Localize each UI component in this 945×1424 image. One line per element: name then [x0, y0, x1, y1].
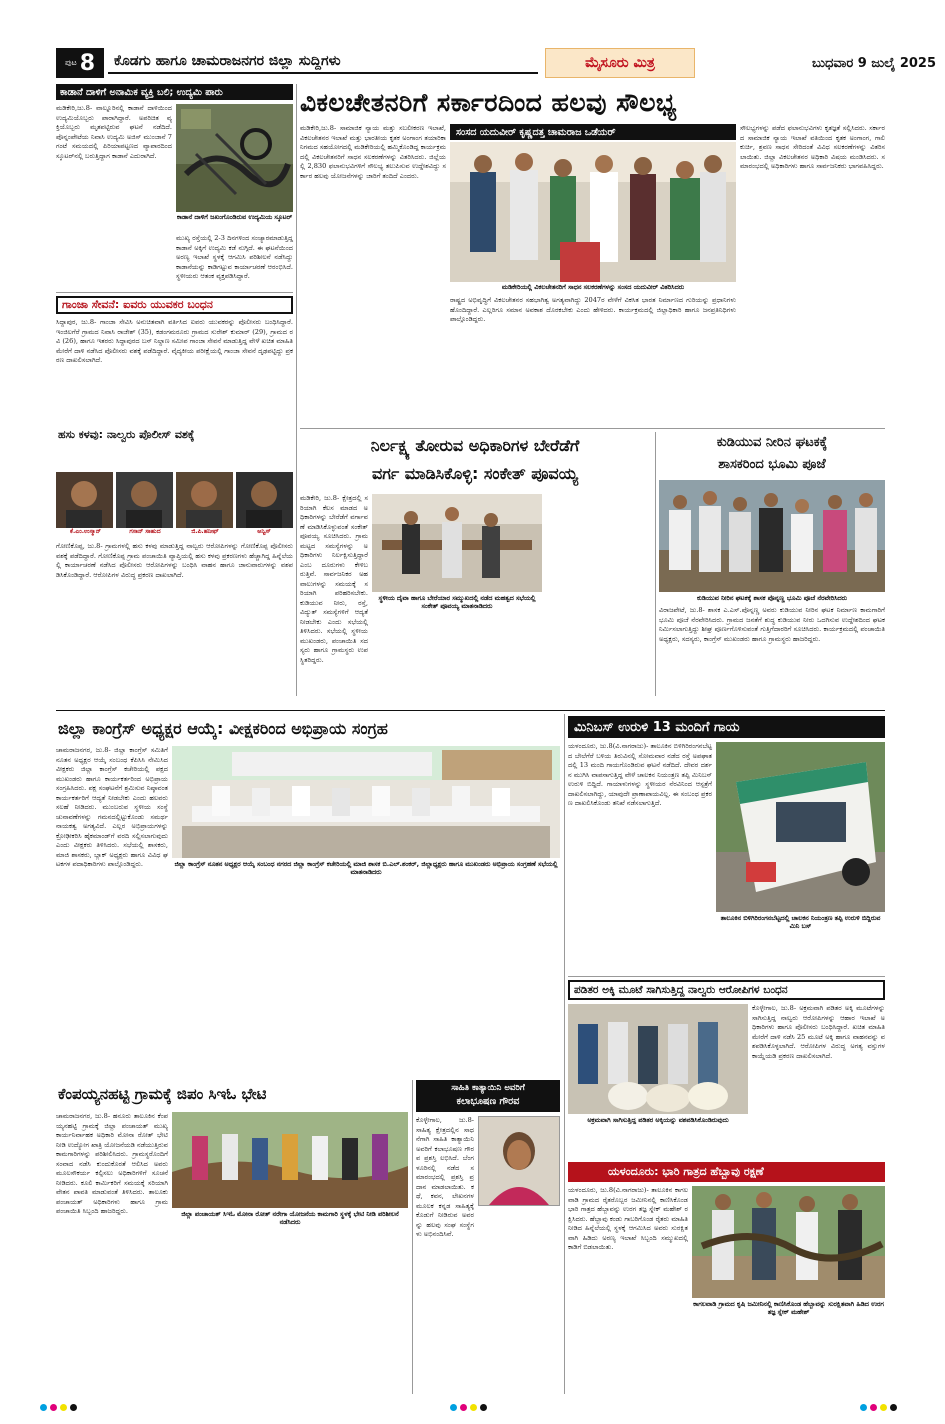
- congress-body: ಚಾಮರಾಜನಗರ, ಜು.8- ಜಿಲ್ಲಾ ಕಾಂಗ್ರೆಸ್ ಸಮಿತಿಗೆ ನೂತನ ಅಧ್ಯಕ್ಷರ ಆಯ್ಕೆ ಸಂಬಂಧ ಕೆಪಿಸಿಸಿ ನೇಮಿಸಿದ ವೀಕ್ಷಕರು ಜಿಲ್ಲಾ ಕಾಂಗ್ರೆಸ್ ಕಚೇರಿಯಲ್ಲಿ ಪಕ್ಷದ ಮುಖಂಡರು ಹಾಗೂ ಕಾರ್ಯಕರ್ತರಿಂದ ಅಭಿಪ್ರಾಯ ಸಂಗ್ರಹಿಸಿದರು. ಪಕ್ಷ ಸಂಘಟನೆಗೆ ಶ್ರಮಿಸುವ ನಿಷ್ಠಾವಂತ ಕಾರ್ಯಕರ್ತರಿಗೆ ಆದ್ಯತೆ ನೀಡಬೇಕು ಎಂದು ಹಲವರು ಸಲಹೆ ನೀಡಿದರು. ಮುಂಬರುವ ಸ್ಥಳೀಯ ಸಂಸ್ಥೆ ಚುನಾವಣೆಗಳನ್ನು ಗಮನದಲ್ಲಿಟ್ಟುಕೊಂಡು ಸಮರ್ಥ ನಾಯಕತ್ವ ಅಗತ್ಯವಿದೆ. ಎಲ್ಲರ ಅಭಿಪ್ರಾಯಗಳನ್ನು ಕ್ರೋಢೀಕರಿಸಿ ಹೈಕಮಾಂಡ್‌ಗೆ ವರದಿ ಸಲ್ಲಿಸಲಾಗುವುದು ಎಂದು ವೀಕ್ಷಕರು ತಿಳಿಸಿದರು. ಸಭೆಯಲ್ಲಿ ಶಾಸಕರು, ಮಾಜಿ ಶಾಸಕರು, ಬ್ಲಾಕ್ ಅಧ್ಯಕ್ಷರು ಹಾಗೂ ವಿವಿಧ ಘಟಕಗಳ ಪದಾಧಿಕಾರಿಗಳು ಪಾಲ್ಗೊಂಡಿದ್ದರು.: [56, 746, 168, 868]
- award-body: ಕೊಳ್ಳೇಗಾಲ, ಜು.8- ಸಾಹಿತ್ಯ ಕ್ಷೇತ್ರದಲ್ಲಿನ ಸಾಧನೆಗಾಗಿ ಸಾಹಿತಿ ಕಾತ್ಯಾಯಿನಿ ಅವರಿಗೆ ಕಲಾಭೂಷಣ ಗೌರವ ಪ್ರಶಸ್ತಿ ಲಭಿಸಿದೆ. ಬೆಂಗಳೂರಿನಲ್ಲಿ ನಡೆದ ಸಮಾರಂಭದಲ್ಲಿ ಪ್ರಶಸ್ತಿ ಪ್ರದಾನ ಮಾಡಲಾಯಿತು. ಕಥೆ, ಕವನ, ಲೇಖನಗಳ ಮೂಲಕ ಕನ್ನಡ ಸಾಹಿತ್ಯಕ್ಕೆ ಕೊಡುಗೆ ನೀಡಿರುವ ಅವರನ್ನು ಹಲವು ಸಂಘ ಸಂಸ್ಥೆಗಳು ಅಭಿನಂದಿಸಿವೆ.: [416, 1116, 474, 1238]
- rice-caption: ಅಕ್ರಮವಾಗಿ ಸಾಗಿಸುತ್ತಿದ್ದ ಪಡಿತರ ಅಕ್ಕಿಯನ್ನು ವಶಪಡಿಸಿಕೊಂಡಿರುವುದು: [587, 1116, 729, 1124]
- award-headline-line1: ಸಾಹಿತಿ ಕಾತ್ಯಾಯಿನಿ ಅವರಿಗೆ: [451, 1083, 525, 1093]
- registration-marks-right: [860, 1404, 897, 1412]
- congress-headline: ಜಿಲ್ಲಾ ಕಾಂಗ್ರೆಸ್ ಅಧ್ಯಕ್ಷರ ಆಯ್ಕೆ: ವೀಕ್ಷಕರಿಂದ ಅಭಿಪ್ರಾಯ ಸಂಗ್ರಹ: [58, 719, 388, 738]
- python-body: ಯಳಂದೂರು, ಜು.8(ವಿ.ನಾಗರಾಜು)- ತಾಲೂಕಿನ ಕಾಗಲವಾಡಿ ಗ್ರಾಮದ ರೈತರೊಬ್ಬರ ಜಮೀನಿನಲ್ಲಿ ಕಾಣಿಸಿಕೊಂಡ ಭಾರಿ ಗಾತ್ರದ ಹೆಬ್ಬಾವನ್ನು ಉರಗ ತಜ್ಞ ಸ್ನೇಕ್ ಮಹೇಶ್ ರಕ್ಷಿಸಿದರು. ಹೆಬ್ಬಾವು ಕಂಡು ಗಾಬರಿಗೊಂಡ ರೈತರು ಮಾಹಿತಿ ನೀಡಿದ ಹಿನ್ನೆಲೆಯಲ್ಲಿ ಸ್ಥಳಕ್ಕೆ ಆಗಮಿಸಿದ ಅವರು ಸುರಕ್ಷಿತವಾಗಿ ಹಿಡಿದು ಅರಣ್ಯ ಇಲಾಖೆ ಸಿಬ್ಬಂದಿ ಸಮ್ಮುಖದಲ್ಲಿ ಕಾಡಿಗೆ ಬಿಡಲಾಯಿತು.: [568, 1186, 688, 1251]
- award-headline: [416, 1080, 560, 1112]
- publication-date: ಬುಧವಾರ 9 ಜುಲೈ 2025: [812, 55, 936, 71]
- accused-name-3: ಜಿ.ಪಿ.ಹನೀಫ್: [191, 528, 219, 535]
- water-headline-line2: ಶಾಸಕರಿಂದ ಭೂಮಿ ಪೂಜೆ: [718, 457, 826, 472]
- water-bhoomi-pooja-photo: [659, 480, 885, 592]
- elephant-body-top: ಮಡಿಕೇರಿ,ಜು.8- ವಾಲ್ನೂರಿನಲ್ಲಿ ಕಾಡಾನೆ ದಾಳಿಯಿಂದ ಉದ್ಯಮಿಯೊಬ್ಬರು ಪಾರಾಗಿದ್ದಾರೆ. ಅಪರಿಚಿತ ವ್ಯಕ್ತಿಯೊಬ್ಬರು ಮೃತಪಟ್ಟಿರುವ ಘಟನೆ ನಡೆದಿದೆ. ಪೊನ್ನಂಪೇಟೆಯ ನಿವಾಸಿ ಉದ್ಯಮಿ ಅಜಿಸ್ ಮುಂಜಾನೆ 7 ಗಂಟೆ ಸಮಯದಲ್ಲಿ ಪಿರಿಯಾಪಟ್ಟಣದ ವ್ಯಾಪಾರದಿಂದ ಸ್ಕೂಟರ್‌ನಲ್ಲಿ ಬರುತ್ತಿದ್ದಾಗ ಕಾಡಾನೆ ಎದುರಾಗಿದೆ.: [56, 104, 172, 160]
- negligence-headline: [300, 432, 650, 490]
- kempayyana-headline: ಕೆಂಪಯ್ಯನಹಟ್ಟಿ ಗ್ರಾಮಕ್ಕೆ ಜಿಪಂ ಸಿಇಓ ಭೇಟಿ: [58, 1085, 267, 1103]
- negligence-photo: [372, 494, 542, 592]
- elephant-scooter-photo: [176, 104, 293, 212]
- award-headline-line2: ಕಲಾಭೂಷಣ ಗೌರವ: [456, 1096, 520, 1107]
- newspaper-logo: ಮೈಸೂರು ಮಿತ್ರ: [545, 48, 695, 78]
- minibus-caption: ತಾಲೂಕಿನ ಬಿಳಿಗಿರಿರಂಗನಬೆಟ್ಟದಲ್ಲಿ ಚಾಲಕನ ನಿಯಂತ್ರಣ ತಪ್ಪಿ ಉರುಳಿ ಬಿದ್ದಿರುವ ಮಿನಿ ಬಸ್: [720, 914, 881, 930]
- lead-caption: ಮಡಿಕೇರಿಯಲ್ಲಿ ವಿಕಲಚೇತನರಿಗೆ ಸಾಧನ ಸಲಕರಣೆಗಳನ್ನು ಸಂಸದ ಯದುವೀರ್ ವಿತರಿಸಿದರು: [501, 283, 685, 291]
- kempayyana-site-photo: [172, 1112, 408, 1208]
- registration-marks-left: [40, 1404, 77, 1412]
- accused-name-4: ಅನ್ವಿಸ್: [257, 528, 271, 535]
- negligence-body: ಮಡಿಕೇರಿ, ಜು.8- ಕ್ಷೇತ್ರದಲ್ಲಿ ಸರಿಯಾಗಿ ಕೆಲಸ ಮಾಡದ ಅಧಿಕಾರಿಗಳನ್ನು ಬೇರೆಡೆಗೆ ವರ್ಗಾವಣೆ ಮಾಡಿಸಿಕೊಳ್ಳುವಂತೆ ಸಂಕೇತ್ ಪೂವಯ್ಯ ಸೂಚಿಸಿದರು. ಗ್ರಾಮ ಮಟ್ಟದ ಸಮಸ್ಯೆಗಳನ್ನು ಅಧಿಕಾರಿಗಳು ನಿರ್ಲಕ್ಷಿಸುತ್ತಿದ್ದಾರೆ ಎಂಬ ದೂರುಗಳು ಕೇಳಿಬರುತ್ತಿವೆ. ಸಾರ್ವಜನಿಕರ ಅಹವಾಲುಗಳನ್ನು ಸಮಯಕ್ಕೆ ಸರಿಯಾಗಿ ಪರಿಹರಿಸಬೇಕು. ಕುಡಿಯುವ ನೀರು, ರಸ್ತೆ, ವಿದ್ಯುತ್ ಸಮಸ್ಯೆಗಳಿಗೆ ಆದ್ಯತೆ ನೀಡಬೇಕು ಎಂದು ಸಭೆಯಲ್ಲಿ ತಿಳಿಸಿದರು. ಸಭೆಯಲ್ಲಿ ಸ್ಥಳೀಯ ಮುಖಂಡರು, ಪಂಚಾಯಿತಿ ಸದಸ್ಯರು ಹಾಗೂ ಗ್ರಾಮಸ್ಥರು ಉಪಸ್ಥಿತರಿದ್ದರು.: [300, 494, 368, 664]
- minibus-body: ಯಳಂದೂರು, ಜು.8(ವಿ.ನಾಗರಾಜು)- ತಾಲೂಕಿನ ಬಿಳಿಗಿರಿರಂಗನಬೆಟ್ಟದ ಬೇಲೆಗೆರೆ ಬಳಿಯ ತಿರುವಿನಲ್ಲಿ ಸೋಮವಾರ ನಡೆದ ರಸ್ತೆ ಅಪಘಾತದಲ್ಲಿ 13 ಮಂದಿ ಗಾಯಗೊಂಡಿರುವ ಘಟನೆ ನಡೆದಿದೆ. ದೇವರ ದರ್ಶನ ಮುಗಿಸಿ ವಾಪಸಾಗುತ್ತಿದ್ದ ವೇಳೆ ಚಾಲಕನ ನಿಯಂತ್ರಣ ತಪ್ಪಿ ಮಿನಿಬಸ್ ಉರುಳಿ ಬಿದ್ದಿದೆ. ಗಾಯಾಳುಗಳನ್ನು ಸ್ಥಳೀಯರ ನೆರವಿನಿಂದ ಆಸ್ಪತ್ರೆಗೆ ದಾಖಲಿಸಲಾಗಿದ್ದು, ಯಾವುದೇ ಪ್ರಾಣಾಪಾಯವಿಲ್ಲ. ಈ ಸಂಬಂಧ ಪ್ರಕರಣ ದಾಖಲಿಸಿಕೊಂಡು ತನಿಖೆ ನಡೆಸಲಾಗುತ್ತಿದೆ.: [568, 742, 712, 807]
- rice-seizure-photo: [568, 1004, 748, 1114]
- negligence-headline-line1: ನಿರ್ಲಕ್ಷ್ಯ ತೋರುವ ಅಧಿಕಾರಿಗಳ ಬೇರೆಡೆಗೆ: [370, 436, 580, 455]
- page-number: 8: [79, 50, 96, 76]
- lead-body-center: ರಾಷ್ಟ್ರದ ಅಭಿವೃದ್ಧಿಗೆ ವಿಕಲಚೇತನರ ಸಹಭಾಗಿತ್ವ ಅಗತ್ಯವಾಗಿದ್ದು 2047ರ ವೇಳೆಗೆ ವಿಕಸಿತ ಭಾರತ ನಿರ್ಮಾಣದ ಗುರಿಯನ್ನು ಪ್ರಧಾನಿಗಳು ಹೊಂದಿದ್ದಾರೆ. ಎಲ್ಲರಿಗೂ ಸಮಾನ ಅವಕಾಶ ದೊರಕಬೇಕು ಎಂದು ಹೇಳಿದರು. ಕಾರ್ಯಕ್ರಮದಲ್ಲಿ ಜಿಲ್ಲಾಧಿಕಾರಿ ಹಾಗೂ ಜನಪ್ರತಿನಿಧಿಗಳು ಪಾಲ್ಗೊಂಡಿದ್ದರು.: [450, 296, 736, 323]
- congress-caption: ಜಿಲ್ಲಾ ಕಾಂಗ್ರೆಸ್ ನೂತನ ಅಧ್ಯಕ್ಷರ ಆಯ್ಕೆ ಸಂಬಂಧ ನಗರದ ಜಿಲ್ಲಾ ಕಾಂಗ್ರೆಸ್ ಕಚೇರಿಯಲ್ಲಿ ಮಾಜಿ ಶಾಸಕ ಬಿ.ಎಲ್.ಶಂಕರ್, ಜಿಲ್ಲಾಧ್ಯಕ್ಷರು ಹಾಗೂ ಮುಖಂಡರು ಅಭಿಪ್ರಾಯ ಸಂಗ್ರಹಣೆ ಸಭೆಯಲ್ಲಿ ಮಾತನಾಡಿದರು: [174, 860, 558, 876]
- kempayyana-body: ಚಾಮರಾಜನಗರ, ಜು.8- ಹನೂರು ತಾಲೂಕಿನ ಕೆಂಪಯ್ಯನಹಟ್ಟಿ ಗ್ರಾಮಕ್ಕೆ ಜಿಲ್ಲಾ ಪಂಚಾಯತ್ ಮುಖ್ಯ ಕಾರ್ಯನಿರ್ವಾಹಕ ಅಧಿಕಾರಿ ಮೋನಾ ರೋತ್ ಭೇಟಿ ನೀಡಿ ಉದ್ಯೋಗ ಖಾತ್ರಿ ಯೋಜನೆಯಡಿ ನಡೆಯುತ್ತಿರುವ ಕಾಮಗಾರಿಗಳನ್ನು ಪರಿಶೀಲಿಸಿದರು. ಗ್ರಾಮಸ್ಥರೊಂದಿಗೆ ಸಂವಾದ ನಡೆಸಿ ಕುಂದುಕೊರತೆ ಆಲಿಸಿದ ಅವರು ಮೂಲಸೌಕರ್ಯ ಕಲ್ಪಿಸಲು ಅಧಿಕಾರಿಗಳಿಗೆ ಸೂಚನೆ ನೀಡಿದರು. ಕೂಲಿ ಕಾರ್ಮಿಕರಿಗೆ ಸಮಯಕ್ಕೆ ಸರಿಯಾಗಿ ವೇತನ ಪಾವತಿ ಮಾಡುವಂತೆ ತಿಳಿಸಿದರು. ತಾಲೂಕು ಪಂಚಾಯತ್ ಅಧಿಕಾರಿಗಳು ಹಾಗೂ ಗ್ರಾಮ ಪಂಚಾಯಿತಿ ಸಿಬ್ಬಂದಿ ಹಾಜರಿದ್ದರು.: [56, 1112, 168, 1215]
- accused-name-2: ಗಸಾನ್ ಸಾಹುದ: [129, 528, 161, 535]
- cattle-headline: ಹಸು ಕಳವು: ನಾಲ್ವರು ಪೊಲೀಸ್ ವಶಕ್ಕೆ: [58, 428, 195, 441]
- python-rescue-photo: [692, 1186, 885, 1298]
- elephant-caption: ಕಾಡಾನೆ ದಾಳಿಗೆ ಜಖಂಗೊಂಡಿರುವ ಉದ್ಯಮಿಯ ಸ್ಕೂಟರ್: [176, 213, 293, 221]
- lead-body-left: ಮಡಿಕೇರಿ,ಜು.8- ಸಾಮಾಜಿಕ ನ್ಯಾಯ ಮತ್ತು ಸಬಲೀಕರಣ ಇಲಾಖೆ, ವಿಕಲಚೇತನರ ಇಲಾಖೆ ಮತ್ತು ಭಾರತೀಯ ಕೃತಕ ಅಂಗಾಂಗ ತಯಾರಿಕಾ ನಿಗಮದ ಸಹಯೋಗದಲ್ಲಿ ಮಡಿಕೇರಿಯಲ್ಲಿ ಹಮ್ಮಿಕೊಂಡಿದ್ದ ಕಾರ್ಯಕ್ರಮದಲ್ಲಿ ವಿಕಲಚೇತನರಿಗೆ ಸಾಧನ ಸಲಕರಣೆಗಳನ್ನು ವಿತರಿಸಿದರು. ಜಿಲ್ಲೆಯಲ್ಲಿ 2,830 ಫಲಾನುಭವಿಗಳಿಗೆ ಸೌಲಭ್ಯ ತಲುಪಿಸುವ ಉದ್ದೇಶವಿದ್ದು ಸರ್ಕಾರ ಹಲವು ಯೋಜನೆಗಳನ್ನು ಜಾರಿಗೆ ತಂದಿದೆ ಎಂದರು.: [300, 124, 446, 180]
- water-caption: ಕುಡಿಯುವ ನೀರಿನ ಘಟಕಕ್ಕೆ ಶಾಸಕ ಪೊನ್ನಣ್ಣ ಭೂಮಿ ಪೂಜೆ ನೆರವೇರಿಸಿದರು: [696, 594, 848, 602]
- congress-meeting-photo: [172, 746, 560, 858]
- negligence-headline-line2: ವರ್ಗ ಮಾಡಿಸಿಕೊಳ್ಳಿ: ಸಂಕೇತ್ ಪೂವಯ್ಯ: [371, 464, 579, 483]
- water-headline: [659, 432, 885, 478]
- ganja-headline: ಗಾಂಜಾ ಸೇವನೆ: ಐವರು ಯುವಕರ ಬಂಧನ: [56, 296, 293, 314]
- lead-photo-event: [450, 142, 736, 282]
- elephant-headline: ಕಾಡಾನೆ ದಾಳಿಗೆ ಅನಾಮಿಕ ವ್ಯಕ್ತಿ ಬಲಿ; ಉದ್ಯಮಿ ಪಾರು: [56, 84, 293, 100]
- rice-headline: ಪಡಿತರ ಅಕ್ಕಿ ಮೂಟೆ ಸಾಗಿಸುತ್ತಿದ್ದ ನಾಲ್ವರು ಆರೋಪಿಗಳ ಬಂಧನ: [568, 980, 885, 1000]
- elephant-body-bottom: ಮುಖ್ಯ ರಸ್ತೆಯಲ್ಲಿ 2-3 ದಿನಗಳಿಂದ ಸಂಚ್ಯಾರಮಾಡುತ್ತಿದ್ದ ಕಾಡಾನೆ ಅಕ್ಕಿಗೆ ಉದ್ಯಮಿ ಕಡೆ ನುಗ್ಗಿದೆ. ಈ ಘಟನೆಯಿಂದ ಅರಣ್ಯ ಇಲಾಖೆ ಸ್ಥಳಕ್ಕೆ ಆಗಮಿಸಿ ಪರಿಶೀಲನೆ ನಡೆಸಿದ್ದು ಕಾಡಾನೆಯನ್ನು ಕಾಡಿಗಟ್ಟುವ ಕಾರ್ಯಾಚರಣೆ ಆರಂಭಿಸಿದೆ. ಸ್ಥಳೀಯರು ಆತಂಕ ವ್ಯಕ್ತಪಡಿಸಿದ್ದಾರೆ.: [176, 234, 293, 280]
- negligence-caption: ಸ್ಥಳೀಯ ದೈವಾ ಹಾಗೂ ಬೇರೆಯಾರ ಸಮ್ಮುಖದಲ್ಲಿ ನಡೆದ ಮಹತ್ವದ ಸಭೆಯಲ್ಲಿ ಸಂಕೇತ್ ಪೂವಯ್ಯ ಮಾತನಾಡಿದರು: [378, 594, 536, 610]
- page-label: ಪುಟ: [64, 58, 77, 67]
- rice-body: ಕೊಳ್ಳೇಗಾಲ, ಜು.8- ಅಕ್ರಮವಾಗಿ ಪಡಿತರ ಅಕ್ಕಿ ಮೂಟೆಗಳನ್ನು ಸಾಗಿಸುತ್ತಿದ್ದ ನಾಲ್ವರು ಆರೋಪಿಗಳನ್ನು ಆಹಾರ ಇಲಾಖೆ ಅಧಿಕಾರಿಗಳು ಹಾಗೂ ಪೊಲೀಸರು ಬಂಧಿಸಿದ್ದಾರೆ. ಖಚಿತ ಮಾಹಿತಿ ಮೇರೆಗೆ ದಾಳಿ ನಡೆಸಿ 25 ಮೂಟೆ ಅಕ್ಕಿ ಹಾಗೂ ವಾಹನವನ್ನು ವಶಪಡಿಸಿಕೊಳ್ಳಲಾಗಿದೆ. ಆರೋಪಿಗಳ ವಿರುದ್ಧ ಅಗತ್ಯ ವಸ್ತುಗಳ ಕಾಯ್ದೆಯಡಿ ಪ್ರಕರಣ ದಾಖಲಿಸಲಾಗಿದೆ.: [752, 1004, 885, 1060]
- accused-names: [56, 528, 293, 538]
- lead-body-right: ಸೌಲಭ್ಯಗಳನ್ನು ಪಡೆದ ಫಲಾನುಭವಿಗಳು ಕೃತಜ್ಞತೆ ಸಲ್ಲಿಸಿದರು. ಸರ್ಕಾರದ ಸಾಮಾಜಿಕ ನ್ಯಾಯ ಇಲಾಖೆ ವತಿಯಿಂದ ಕೃತಕ ಅಂಗಾಂಗ, ಗಾಲಿ ಕುರ್ಚಿ, ಶ್ರವಣ ಸಾಧನ ಸೇರಿದಂತೆ ವಿವಿಧ ಸಲಕರಣೆಗಳನ್ನು ವಿತರಿಸಲಾಯಿತು. ಜಿಲ್ಲಾ ವಿಕಲಚೇತನರ ಅಧಿಕಾರಿ ವಿಷಯ ಮಂಡಿಸಿದರು. ಸಮಾರಂಭದಲ್ಲಿ ಅಧಿಕಾರಿಗಳು ಹಾಗೂ ಸಾರ್ವಜನಿಕರು ಭಾಗವಹಿಸಿದ್ದರು.: [740, 124, 885, 170]
- section-title: ಕೊಡಗು ಹಾಗೂ ಚಾಮರಾಜನಗರ ಜಿಲ್ಲಾ ಸುದ್ದಿಗಳು: [108, 50, 538, 74]
- lead-kicker: ಸಂಸದ ಯದುವೀರ್ ಕೃಷ್ಣದತ್ತ ಚಾಮರಾಜ ಒಡೆಯರ್: [450, 124, 736, 140]
- registration-marks-center: [450, 1404, 487, 1412]
- ganja-body: ಸಿದ್ದಾಪುರ, ಜು.8- ಗಾಂಜಾ ಸೇವಿಸಿ ಅನುಚಿತವಾಗಿ ವರ್ತಿಸಿದ ಐವರು ಯುವಕರನ್ನು ಪೊಲೀಸರು ಬಂಧಿಸಿದ್ದಾರೆ. ಇಂಜಿಲಗೆರೆ ಗ್ರಾಮದ ನಿವಾಸಿ ರಾಜೇಶ್ (35), ಕಡಂಗಮರೂರು ಗ್ರಾಮದ ಸುರೇಶ್ ಕುಮಾರ್ (29), ಗ್ರಾಮದ ರವಿ (26), ಹಾಗೂ ಇತರರು ಸಿದ್ದಾಪುರದ ಬಸ್ ನಿಲ್ದಾಣ ಸಮೀಪ ಗಾಂಜಾ ಸೇವನೆ ಮಾಡುತ್ತಿದ್ದ ವೇಳೆ ಖಚಿತ ಮಾಹಿತಿ ಮೇರೆಗೆ ದಾಳಿ ನಡೆಸಿದ ಪೊಲೀಸರು ವಶಕ್ಕೆ ಪಡೆದಿದ್ದಾರೆ. ವೈದ್ಯಕೀಯ ಪರೀಕ್ಷೆಯಲ್ಲಿ ಗಾಂಜಾ ಸೇವನೆ ದೃಢಪಟ್ಟಿದ್ದು ಪ್ರಕರಣ ದಾಖಲಿಸಲಾಗಿದೆ.: [56, 318, 293, 364]
- lead-headline: ವಿಕಲಚೇತನರಿಗೆ ಸರ್ಕಾರದಿಂದ ಹಲವು ಸೌಲಭ್ಯ: [300, 88, 677, 117]
- page-number-tag: [56, 48, 104, 78]
- python-caption: ಕಾಗಲವಾಡಿ ಗ್ರಾಮದ ಕೃಷಿ ಜಮೀನಿನಲ್ಲಿ ಕಾಣಿಸಿಕೊಂಡ ಹೆಬ್ಬಾವನ್ನು ಸುರಕ್ಷಿತವಾಗಿ ಹಿಡಿದ ಉರಗ ತಜ್ಞ ಸ್ನೇಕ್ ಮಹೇಶ್: [693, 1300, 884, 1316]
- award-portrait: [478, 1116, 560, 1206]
- cattle-body: ಗೋಣಿಕೊಪ್ಪ, ಜು.8- ಗ್ರಾಮಗಳಲ್ಲಿ ಹಸು ಕಳವು ಮಾಡುತ್ತಿದ್ದ ನಾಲ್ವರು ಆರೋಪಿಗಳನ್ನು ಗೋಣಿಕೊಪ್ಪ ಪೊಲೀಸರು ವಶಕ್ಕೆ ಪಡೆದಿದ್ದಾರೆ. ಗೋಣಿಕೊಪ್ಪ ಗ್ರಾಮ ಪಂಚಾಯಿತಿ ವ್ಯಾಪ್ತಿಯಲ್ಲಿ ಹಸು ಕಳವು ಪ್ರಕರಣಗಳು ಹೆಚ್ಚಾಗಿದ್ದ ಹಿನ್ನೆಲೆಯಲ್ಲಿ ಕಾರ್ಯಾಚರಣೆ ನಡೆಸಿದ ಪೊಲೀಸರು ಆರೋಪಿಗಳನ್ನು ಬಂಧಿಸಿ ವಾಹನ ಹಾಗೂ ಜಾನುವಾರುಗಳನ್ನು ವಶಪಡಿಸಿಕೊಂಡಿದ್ದಾರೆ. ಆರೋಪಿಗಳ ವಿರುದ್ಧ ಪ್ರಕರಣ ದಾಖಲಾಗಿದೆ.: [56, 542, 293, 579]
- minibus-accident-photo: [716, 742, 885, 912]
- python-headline: ಯಳಂದೂರು: ಭಾರಿ ಗಾತ್ರದ ಹೆಬ್ಬಾವು ರಕ್ಷಣೆ: [568, 1162, 885, 1182]
- water-body: ವಿರಾಜಪೇಟೆ, ಜು.8- ಶಾಸಕ ಎ.ಎಸ್.ಪೊನ್ನಣ್ಣ ಅವರು ಕುಡಿಯುವ ನೀರಿನ ಘಟಕ ನಿರ್ಮಾಣ ಕಾಮಗಾರಿಗೆ ಭೂಮಿ ಪೂಜೆ ನೆರವೇರಿಸಿದರು. ಗ್ರಾಮದ ಜನತೆಗೆ ಶುದ್ಧ ಕುಡಿಯುವ ನೀರು ಒದಗಿಸುವ ಉದ್ದೇಶದಿಂದ ಘಟಕ ನಿರ್ಮಿಸಲಾಗುತ್ತಿದ್ದು ಶೀಘ್ರ ಪೂರ್ಣಗೊಳಿಸುವಂತೆ ಗುತ್ತಿಗೆದಾರರಿಗೆ ಸೂಚಿಸಿದರು. ಕಾರ್ಯಕ್ರಮದಲ್ಲಿ ಪಂಚಾಯಿತಿ ಅಧ್ಯಕ್ಷರು, ಸದಸ್ಯರು, ಕಾಂಗ್ರೆಸ್ ಮುಖಂಡರು ಹಾಗೂ ಗ್ರಾಮಸ್ಥರು ಹಾಜರಿದ್ದರು.: [659, 606, 885, 643]
- accused-photo-strip: [56, 472, 293, 528]
- accused-name-1: ಕೆ.ಎಂ.ಉಸ್ಮಾನ್: [70, 528, 101, 535]
- minibus-headline: ಮಿನಿಬಸ್ ಉರುಳಿ 13 ಮಂದಿಗೆ ಗಾಯ: [568, 716, 885, 738]
- kempayyana-caption: ಜಿಲ್ಲಾ ಪಂಚಾಯತ್ ಸಿಇಓ ಮೋನಾ ರೋತ್ ನರೇಗಾ ಯೋಜನೆಯ ಕಾಮಗಾರಿ ಸ್ಥಳಕ್ಕೆ ಭೇಟಿ ನೀಡಿ ಪರಿಶೀಲನೆ ನಡೆಸಿದರು: [181, 1210, 399, 1226]
- water-headline-line1: ಕುಡಿಯುವ ನೀರಿನ ಘಟಕಕ್ಕೆ: [716, 435, 828, 450]
